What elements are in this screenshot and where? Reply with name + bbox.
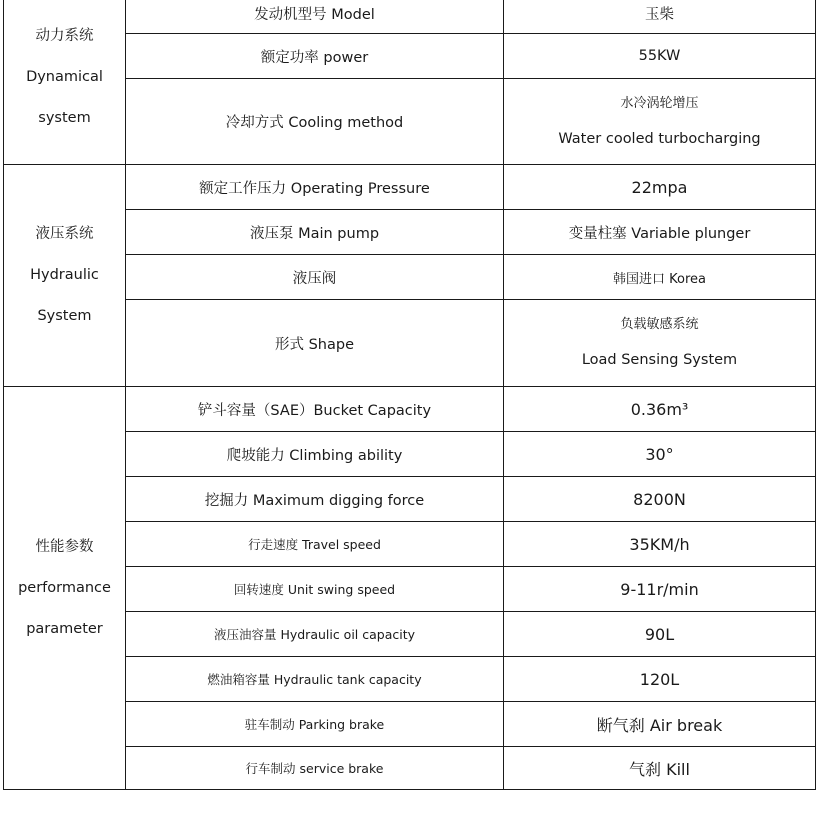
- row-label: 燃油箱容量 Hydraulic tank capacity: [207, 672, 422, 687]
- row-value: [504, 300, 815, 386]
- value-en: Load Sensing System: [581, 352, 738, 369]
- row-value: 30°: [645, 444, 674, 464]
- row-label: 发动机型号 Model: [254, 7, 375, 23]
- row-label: 形式 Shape: [274, 336, 354, 353]
- table-border-bottom: [3, 789, 816, 790]
- value-cn: 水冷涡轮增压: [620, 95, 699, 111]
- row-value: 气刹 Kill: [629, 759, 690, 779]
- row-value: 55KW: [638, 48, 681, 64]
- row-label: 爬坡能力 Climbing ability: [226, 447, 403, 464]
- row-label: 额定功率 power: [260, 49, 369, 66]
- row-label: 驻车制动 Parking brake: [244, 717, 385, 732]
- value-en: Water cooled turbocharging: [558, 130, 761, 147]
- row-value: 9-11r/min: [620, 579, 699, 599]
- value-cn: 负载敏感系统: [620, 317, 699, 333]
- category-hydraulic: [4, 165, 125, 386]
- row-label: 铲斗容量（SAE）Bucket Capacity: [197, 402, 432, 419]
- row-value: 韩国进口 Korea: [613, 271, 706, 287]
- row-value: 35KM/h: [629, 534, 690, 554]
- row-label: 冷却方式 Cooling method: [225, 115, 404, 131]
- row-value: 22mpa: [631, 177, 688, 197]
- row-value: 90L: [644, 624, 675, 644]
- row-label: 额定工作压力 Operating Pressure: [199, 180, 430, 197]
- row-label: 液压阀: [292, 270, 337, 287]
- row-label: 挖掘力 Maximum digging force: [204, 492, 425, 509]
- category-en: system: [38, 109, 91, 126]
- row-value: 120L: [639, 669, 680, 689]
- row-value: 断气刹 Air break: [596, 715, 723, 735]
- row-label: 液压油容量 Hydraulic oil capacity: [213, 627, 416, 642]
- category-cn: 性能参数: [35, 538, 94, 555]
- category-performance: [4, 387, 125, 789]
- category-en: Dynamical: [26, 68, 103, 85]
- row-label: 回转速度 Unit swing speed: [233, 582, 396, 597]
- category-en: System: [37, 308, 92, 324]
- category-en: parameter: [26, 620, 103, 637]
- category-power: [4, 14, 125, 140]
- category-cn: 动力系统: [35, 27, 94, 44]
- category-en: Hydraulic: [30, 267, 99, 283]
- row-label: 行走速度 Travel speed: [248, 537, 381, 552]
- category-cn: 液压系统: [35, 226, 94, 242]
- row-label: 液压泵 Main pump: [249, 225, 380, 242]
- row-value: 变量柱塞 Variable plunger: [568, 225, 751, 242]
- category-en: performance: [18, 579, 111, 596]
- row-value: [504, 79, 815, 164]
- row-label: 行车制动 service brake: [245, 761, 384, 776]
- row-value: 8200N: [633, 489, 686, 509]
- row-value: 玉柴: [645, 7, 674, 23]
- row-value: 0.36m³: [630, 399, 689, 419]
- table-border-right: [815, 0, 816, 790]
